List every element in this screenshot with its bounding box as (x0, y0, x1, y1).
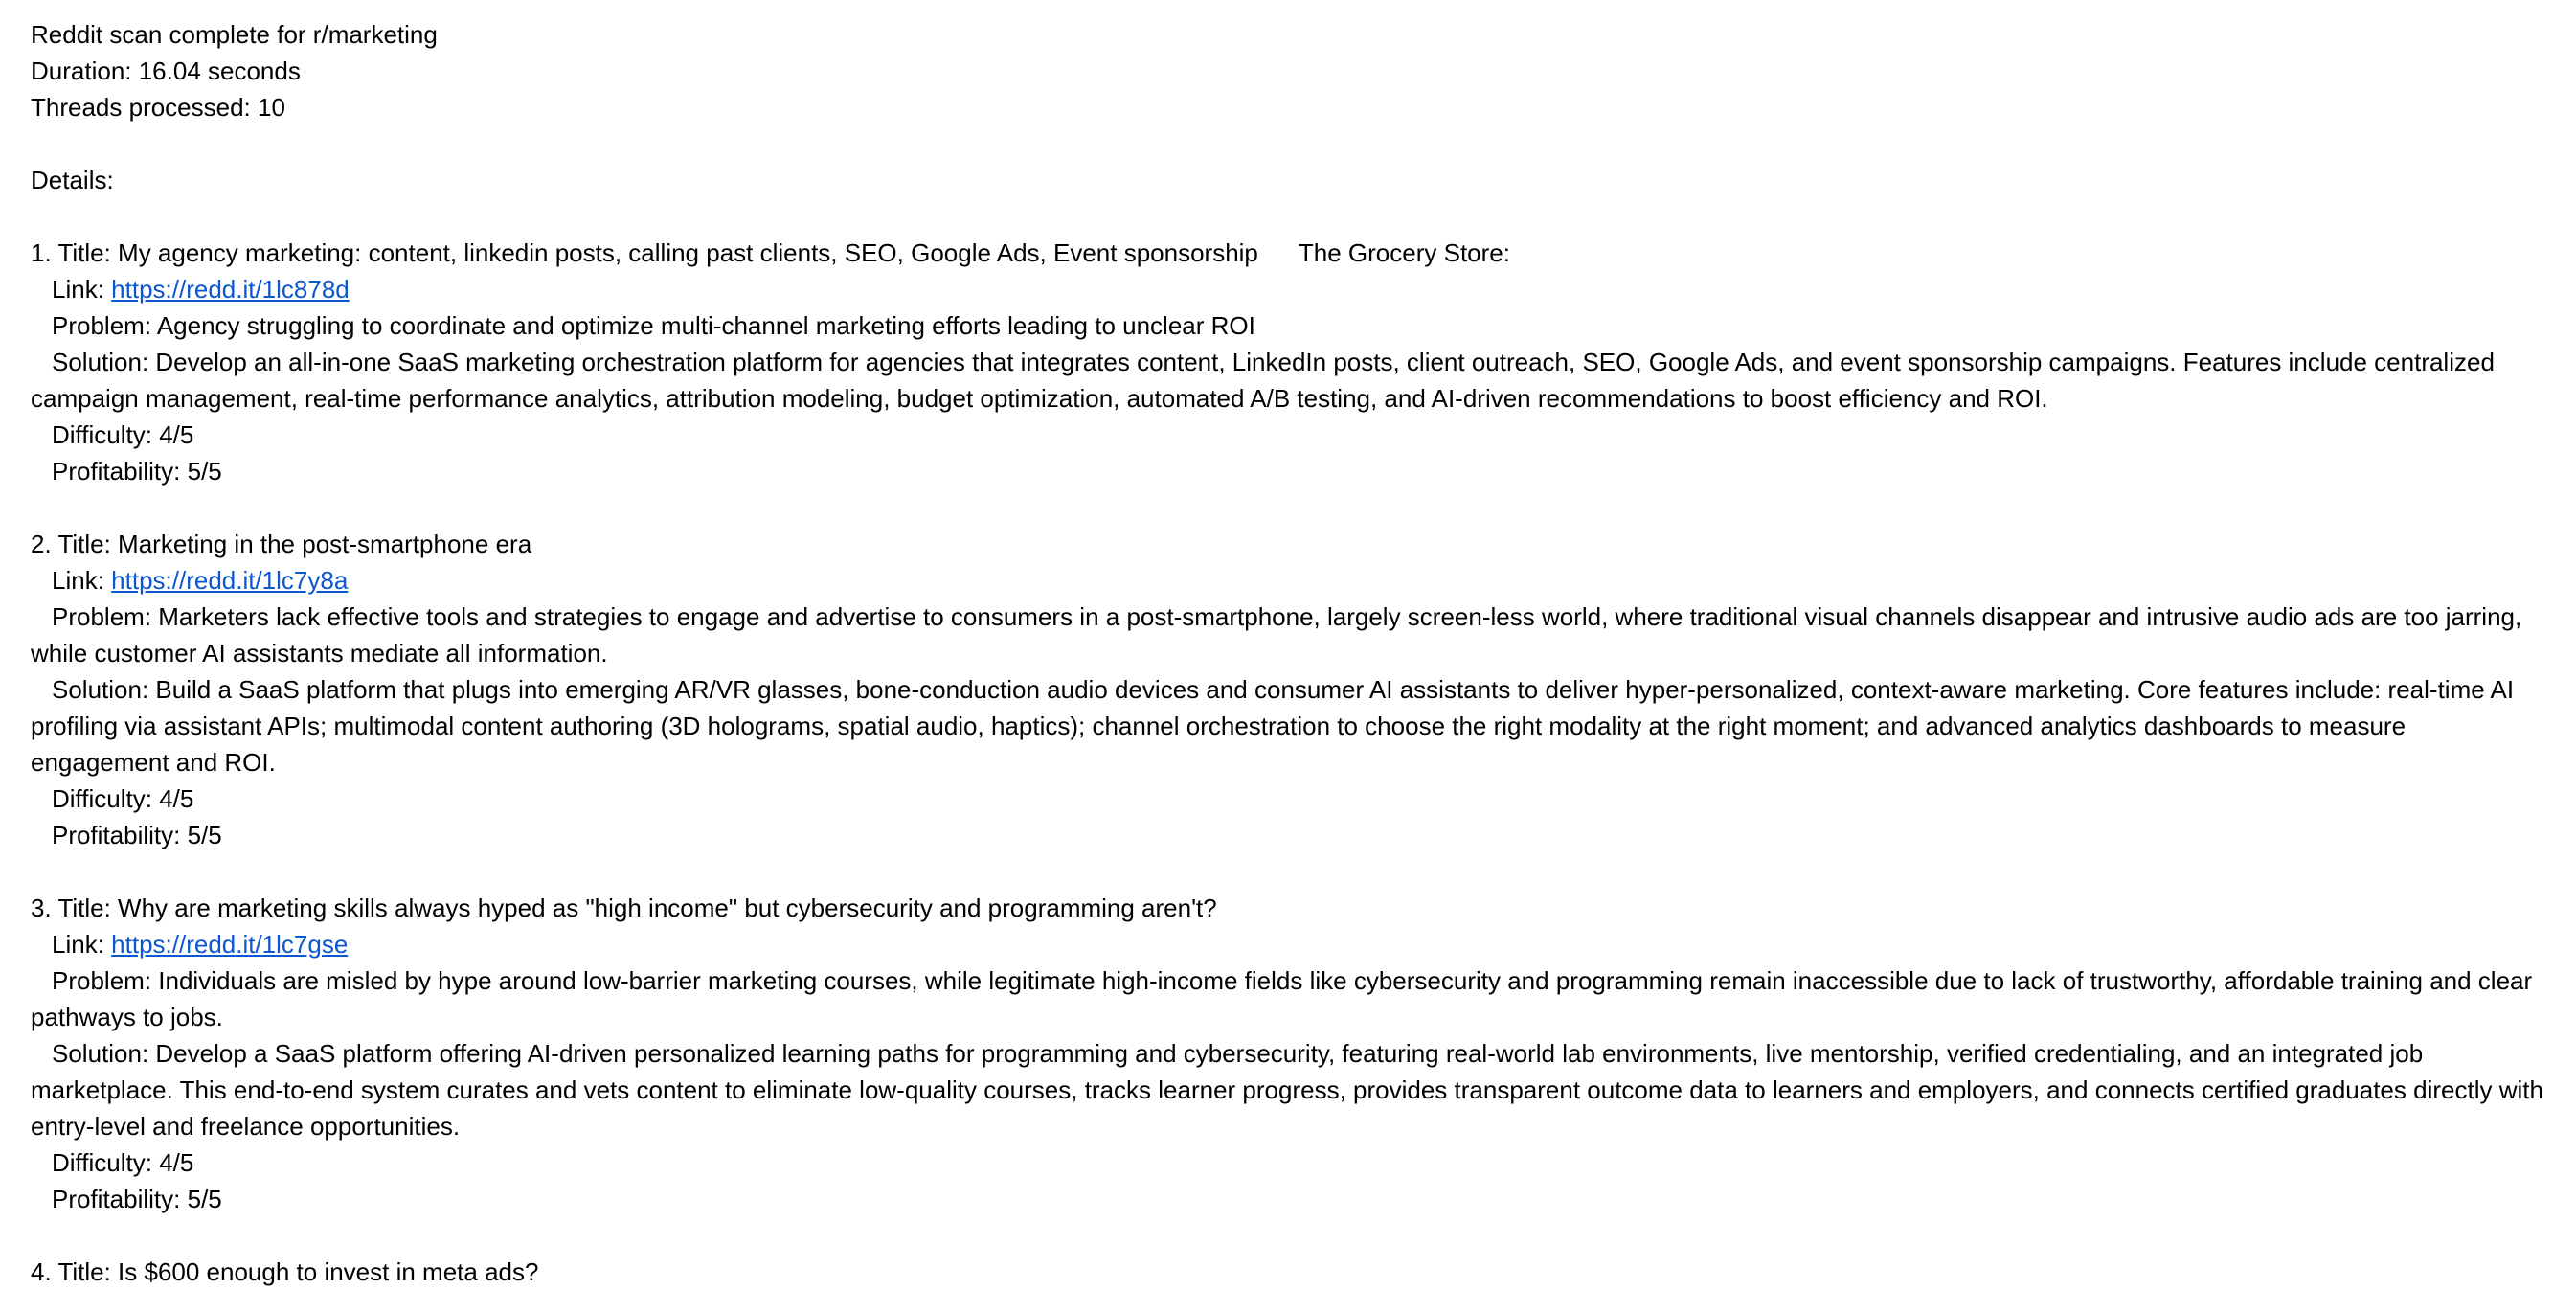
thread-title (31, 890, 2545, 926)
duration-line: Duration: 16.04 seconds (31, 57, 301, 85)
difficulty-value: 4/5 (159, 420, 194, 449)
profitability-label: Profitability: (52, 1185, 188, 1213)
profitability-label: Profitability: (52, 457, 188, 486)
problem-label: Problem: (52, 311, 157, 340)
thread-difficulty (31, 417, 2545, 453)
problem-text: Agency struggling to coordinate and optimize multi-channel marketing efforts leading to unclear ROI (156, 311, 1255, 340)
link-label: Link: (52, 566, 112, 595)
thread-entry (31, 235, 2545, 489)
thread-title (31, 526, 2545, 562)
link-label: Link: (52, 275, 112, 304)
spacer (31, 853, 2545, 890)
profitability-label: Profitability: (52, 821, 188, 849)
profitability-value: 5/5 (187, 1185, 222, 1213)
thread-title-text: 2. Title: Marketing in the post-smartphone era (31, 530, 532, 558)
details-label: Details: (31, 166, 114, 194)
problem-text: Marketers lack effective tools and strategies to engage and advertise to consumers in a post-smartphone, largely screen-less world, where traditional visual channels disappear and intrusive audio ads are too jarring, while customer AI assistants mediate all information. (31, 602, 2529, 668)
spacer (31, 489, 2545, 526)
thread-title (31, 1254, 2545, 1290)
thread-solution (31, 671, 2545, 781)
thread-profitability (31, 817, 2545, 853)
problem-text: Individuals are misled by hype around low-barrier marketing courses, while legitimate high-income fields like cybersecurity and programming remain inaccessible due to lack of trustworthy, affordable training and clear pathways to jobs. (31, 966, 2540, 1031)
solution-label: Solution: (52, 348, 156, 376)
thread-link-line (31, 926, 2545, 962)
thread-solution (31, 1035, 2551, 1144)
problem-label: Problem: (52, 966, 159, 995)
spacer (31, 198, 2545, 235)
solution-label: Solution: (52, 1039, 156, 1068)
thread-entry (31, 890, 2551, 1217)
spacer (31, 1217, 2545, 1254)
thread-link-line (31, 271, 2545, 307)
thread-link[interactable]: https://redd.it/1lc878d (111, 275, 350, 304)
difficulty-label: Difficulty: (52, 420, 160, 449)
thread-title-text: 1. Title: My agency marketing: content, linkedin posts, calling past clients, SEO, Google Ads, Event sponsorship (31, 238, 1258, 267)
thread-problem (31, 599, 2545, 671)
difficulty-value: 4/5 (159, 1148, 194, 1177)
solution-text: Develop an all-in-one SaaS marketing orchestration platform for agencies that integrates content, LinkedIn posts, client outreach, SEO, Google Ads, and event sponsorship campaigns. Features include centralized campaign management, real-time performance analytics, attribution modeling, budget optimization, automated A/B testing, and AI-driven recommendations to boost efficiency and ROI. (31, 348, 2502, 413)
thread-title-extra: The Grocery Store: (1298, 238, 1510, 267)
thread-difficulty (31, 781, 2545, 817)
thread-title (31, 235, 2545, 271)
thread-problem (31, 307, 2545, 344)
difficulty-label: Difficulty: (52, 1148, 160, 1177)
thread-difficulty (31, 1144, 2545, 1181)
thread-link[interactable]: https://redd.it/1lc7y8a (111, 566, 349, 595)
thread-link-line (31, 562, 2545, 599)
link-label: Link: (52, 930, 112, 959)
solution-text: Build a SaaS platform that plugs into emerging AR/VR glasses, bone-conduction audio devices and consumer AI assistants to deliver hyper-personalized, context-aware marketing. Core features include: real-time AI profiling via assistant APIs; multimodal content authoring (3D holograms, spatial audio, haptics); channel orchestration to choose the right modality at the right moment; and advanced analytics dashboards to measure engagement and ROI. (31, 675, 2521, 777)
profitability-value: 5/5 (187, 821, 222, 849)
solution-label: Solution: (52, 675, 156, 704)
thread-title-text: 4. Title: Is $600 enough to invest in meta ads? (31, 1257, 539, 1286)
thread-title-text: 3. Title: Why are marketing skills always hyped as "high income" but cybersecurity and programming aren't? (31, 894, 1217, 922)
profitability-value: 5/5 (187, 457, 222, 486)
difficulty-label: Difficulty: (52, 784, 160, 813)
scan-status-line: Reddit scan complete for r/marketing (31, 20, 438, 49)
solution-text: Develop a SaaS platform offering AI-driven personalized learning paths for programming and cybersecurity, featuring real-world lab environments, live mentorship, verified credentialing, and an integrated job marketplace. This end-to-end system curates and vets content to eliminate low-quality courses, tracks learner progress, provides transparent outcome data to learners and employers, and connects certified graduates directly with entry-level and freelance opportunities. (31, 1039, 2551, 1141)
difficulty-value: 4/5 (159, 784, 194, 813)
thread-profitability (31, 1181, 2545, 1217)
thread-entry (31, 526, 2545, 853)
thread-entry (31, 1254, 2545, 1290)
thread-profitability (31, 453, 2545, 489)
spacer (31, 125, 2545, 162)
thread-solution (31, 344, 2545, 417)
thread-link[interactable]: https://redd.it/1lc7gse (111, 930, 349, 959)
problem-label: Problem: (52, 602, 159, 631)
threads-processed-line: Threads processed: 10 (31, 93, 285, 122)
thread-problem (31, 962, 2545, 1035)
